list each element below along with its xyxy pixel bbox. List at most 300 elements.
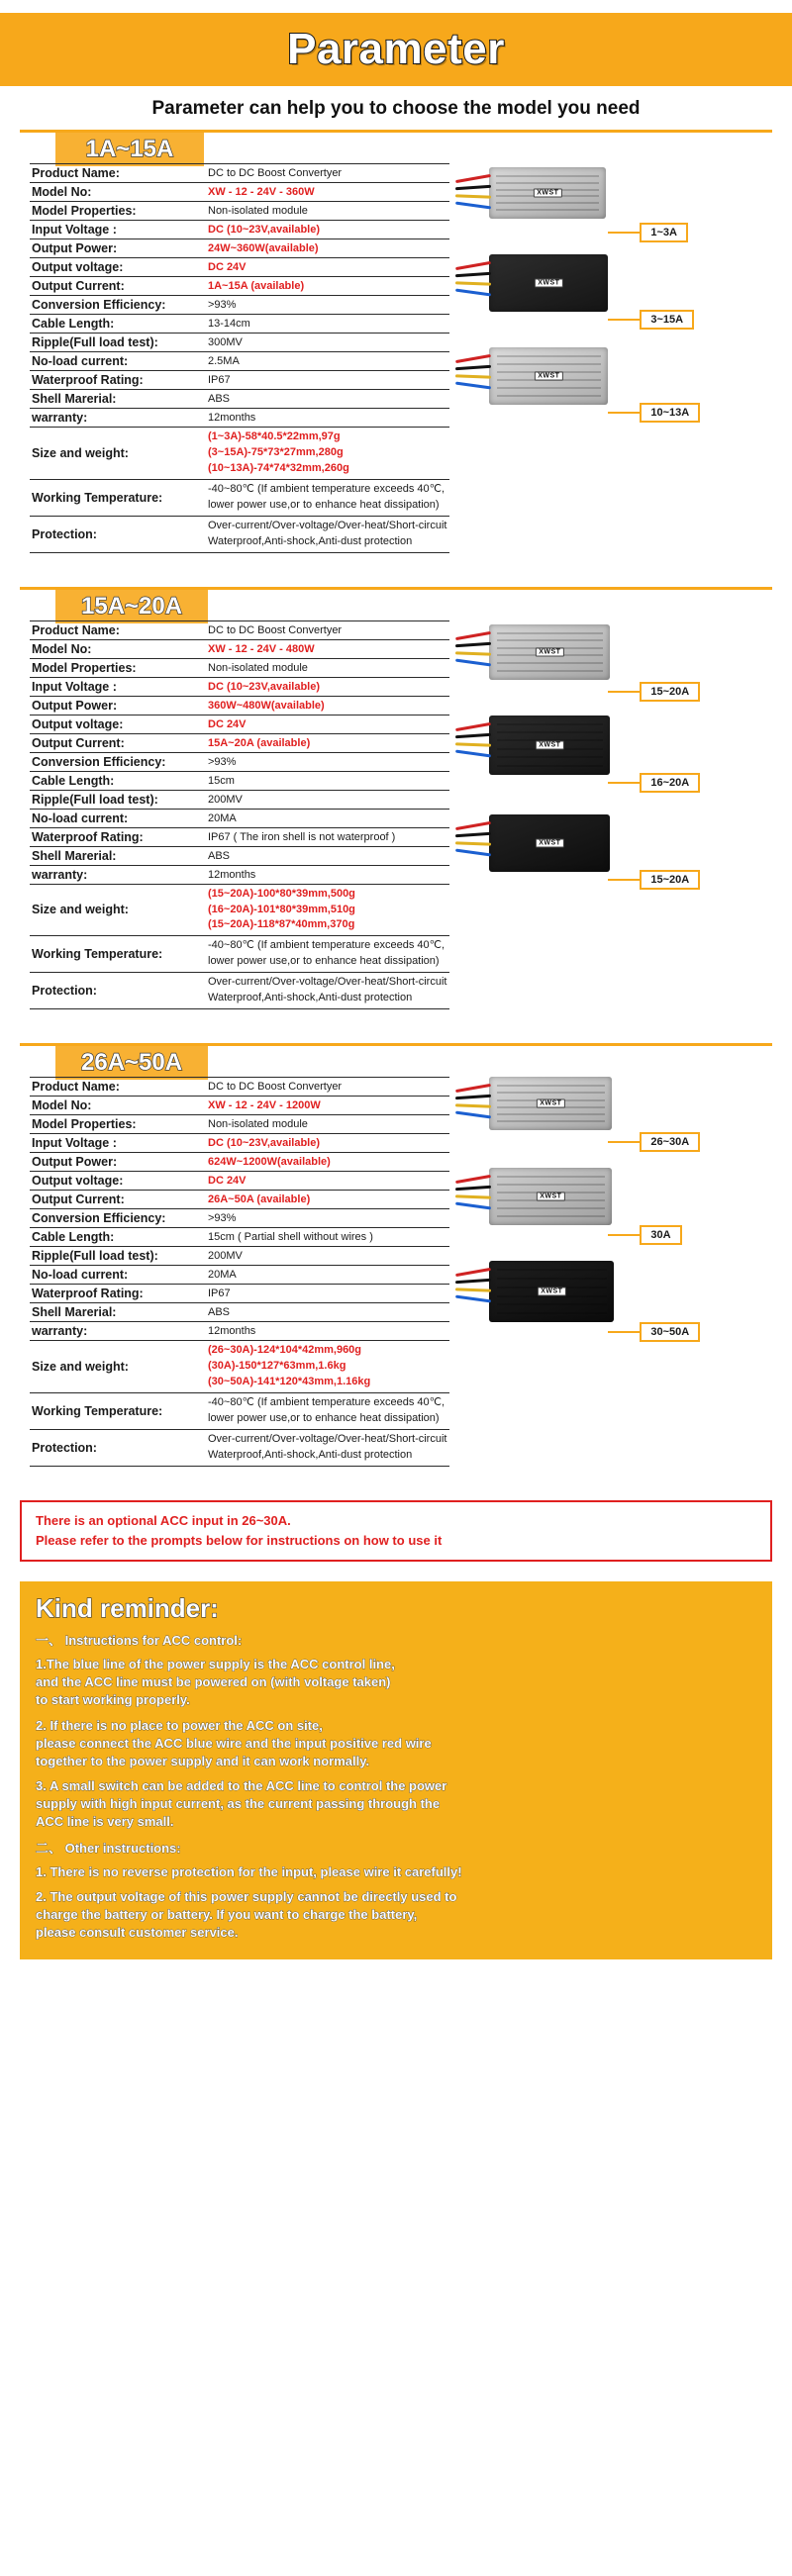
spec-value: 20MA <box>208 1269 237 1282</box>
heatsink-fin <box>497 662 603 664</box>
reminder-item-2-line-1: 2. If there is no place to power the ACC on site, <box>36 1717 323 1733</box>
spec-key: No-load current: <box>32 354 129 368</box>
spec-section-3 <box>20 1043 772 1467</box>
spec-value: 12months <box>208 1325 256 1338</box>
callout-leader-line <box>608 232 642 234</box>
table-row <box>30 677 449 696</box>
table-row <box>30 202 449 221</box>
table-row <box>30 884 449 936</box>
reminder-item-2-line-3: together to the power supply and it can work normally. <box>36 1753 370 1768</box>
spec-key: Input Voltage : <box>32 223 117 237</box>
spec-value-line: (1~3A)-58*40.5*22mm,97g <box>208 430 341 442</box>
photo-callout-label: 15~20A <box>640 682 700 702</box>
spec-value: >93% <box>208 1212 237 1225</box>
table-row <box>30 865 449 884</box>
product-photo-column <box>449 620 772 1010</box>
spec-section-1 <box>20 130 772 553</box>
spec-key: Output Current: <box>32 735 125 750</box>
connector-wire <box>455 185 491 191</box>
heatsink-fin <box>497 1092 605 1094</box>
photo-callout-label: 26~30A <box>640 1132 700 1152</box>
table-row <box>30 1172 449 1191</box>
reminder-item-5-line-1: 2. The output voltage of this power supply cannot be directly used to <box>36 1888 457 1904</box>
spec-value: 624W~1200W(available) <box>208 1156 331 1169</box>
parameter-page <box>0 13 792 1959</box>
table-row <box>30 1247 449 1266</box>
connector-wire <box>455 354 491 363</box>
spec-value: IP67 <box>208 374 231 386</box>
spec-value: 12months <box>208 412 256 424</box>
spec-value <box>206 973 449 1009</box>
spec-value: 20MA <box>208 811 237 824</box>
heatsink-fin <box>497 765 603 767</box>
spec-key: Ripple(Full load test): <box>32 792 158 807</box>
spec-key: Cable Length: <box>32 317 115 331</box>
reminder-item-5-line-2: charge the battery or battery. If you want to charge the battery, <box>36 1907 418 1923</box>
spec-key: Input Voltage : <box>32 1136 117 1151</box>
spec-value: IP67 <box>208 1288 231 1300</box>
spec-value: 2.5MA <box>208 355 240 367</box>
section-tab-1 <box>55 133 204 166</box>
product-photo-column <box>449 163 772 553</box>
connector-wire <box>455 374 491 378</box>
heatsink-fin <box>497 1269 607 1271</box>
heatsink-fin <box>497 723 603 725</box>
table-row <box>30 277 449 296</box>
spec-value <box>206 884 449 936</box>
spec-value-line: lower power use,or to enhance heat dissipation) <box>208 1411 440 1424</box>
connector-wire <box>455 1279 491 1285</box>
connector-wire <box>455 1194 491 1198</box>
connector-wire <box>455 848 491 856</box>
spec-value: IP67 ( The iron shell is not waterproof ) <box>208 830 396 843</box>
spec-value: DC (10~23V,available) <box>208 1137 321 1150</box>
heatsink-fin <box>497 1120 605 1122</box>
table-row <box>30 479 449 516</box>
table-row <box>30 973 449 1009</box>
product-photo <box>489 716 610 775</box>
table-row <box>30 239 449 258</box>
spec-value-line: Over-current/Over-voltage/Over-heat/Short-circuit <box>208 519 447 531</box>
reminder-subheading-1: 一、 Instructions for ACC control: <box>36 1632 243 1648</box>
spec-key: Model No: <box>32 1098 92 1113</box>
connector-wire <box>455 1111 491 1119</box>
spec-key: Conversion Efficiency: <box>32 298 166 312</box>
connector-wire <box>455 281 491 285</box>
spec-value-line: -40~80℃ (If ambient temperature exceeds 40℃, <box>208 1395 446 1408</box>
table-row <box>30 1134 449 1153</box>
callout-leader-line <box>608 782 642 784</box>
connector-wire <box>455 658 491 666</box>
spec-value-line: lower power use,or to enhance heat dissipation) <box>208 498 440 511</box>
table-row <box>30 639 449 658</box>
section-divider-bar <box>20 587 772 620</box>
connector-wire <box>455 1288 491 1291</box>
table-row <box>30 1078 449 1097</box>
table-row <box>30 164 449 183</box>
table-row <box>30 334 449 352</box>
spec-key: Output Current: <box>32 279 125 293</box>
spec-key: Product Name: <box>32 622 120 637</box>
spec-value <box>206 1429 449 1466</box>
spec-key: Conversion Efficiency: <box>32 1211 166 1226</box>
table-row <box>30 516 449 552</box>
heatsink-fin <box>497 395 602 397</box>
acc-notice <box>20 1500 772 1562</box>
table-row <box>30 715 449 733</box>
heatsink-fin <box>497 1085 605 1087</box>
table-row <box>30 315 449 334</box>
table-row <box>30 846 449 865</box>
table-row <box>30 790 449 809</box>
spec-key: Model No: <box>32 185 92 199</box>
table-row <box>30 1191 449 1209</box>
spec-value-line: Over-current/Over-voltage/Over-heat/Short-circuit <box>208 976 447 989</box>
heatsink-fin <box>497 1176 605 1178</box>
heatsink-fin <box>497 1215 605 1217</box>
spec-value: 13-14cm <box>208 318 250 330</box>
table-row <box>30 1153 449 1172</box>
connector-wire <box>455 831 491 837</box>
spec-value: XW - 12 - 24V - 360W <box>208 186 315 198</box>
spec-value: 15A~20A (available) <box>208 736 311 749</box>
spec-value: ABS <box>208 849 231 862</box>
spec-key: Shell Marerial: <box>32 392 117 406</box>
callout-leader-line <box>608 319 642 321</box>
callout-leader-line <box>608 412 642 414</box>
spec-value: >93% <box>208 299 237 311</box>
heatsink-fin <box>497 639 603 641</box>
product-photo <box>489 1168 612 1225</box>
brand-label: XWST <box>537 1193 564 1201</box>
connector-wire <box>455 202 491 210</box>
table-row <box>30 352 449 371</box>
table-row <box>30 696 449 715</box>
table-row <box>30 1392 449 1429</box>
table-row <box>30 390 449 409</box>
spec-value: DC 24V <box>208 261 247 273</box>
photo-callout-label: 30A <box>640 1225 681 1245</box>
heatsink-fin <box>496 209 599 211</box>
spec-value-line: lower power use,or to enhance heat dissipation) <box>208 955 440 968</box>
spec-value: 1A~15A (available) <box>208 280 305 292</box>
spec-value: 24W~360W(available) <box>208 242 319 254</box>
connector-wire <box>455 749 491 757</box>
spec-key: Cable Length: <box>32 1230 115 1245</box>
product-photo <box>489 167 606 219</box>
product-photo <box>489 347 608 405</box>
table-row <box>30 1322 449 1341</box>
table-row <box>30 1285 449 1303</box>
spec-value-line: (15~20A)-118*87*40mm,370g <box>208 918 355 931</box>
spec-key: Product Name: <box>32 1080 120 1095</box>
table-row <box>30 752 449 771</box>
spec-key: Model Properties: <box>32 1117 137 1132</box>
reminder-item-1 <box>36 1656 756 1710</box>
spec-value: 200MV <box>208 1250 243 1263</box>
spec-key: Output Current: <box>32 1193 125 1207</box>
spec-table <box>30 620 449 1010</box>
spec-key: Protection: <box>32 1440 97 1455</box>
spec-key: Shell Marerial: <box>32 848 117 863</box>
section-tab-3 <box>55 1046 208 1080</box>
spec-table <box>30 163 449 553</box>
spec-value-line: -40~80℃ (If ambient temperature exceeds 40℃, <box>208 939 446 952</box>
spec-value: DC 24V <box>208 1175 247 1188</box>
heatsink-fin <box>497 1312 607 1314</box>
photo-callout-label: 16~20A <box>640 773 700 793</box>
reminder-item-3 <box>36 1777 756 1832</box>
connector-wire <box>455 1268 491 1277</box>
table-row <box>30 1429 449 1466</box>
brand-label: XWST <box>537 1099 564 1108</box>
spec-value: 26A~50A (available) <box>208 1193 311 1206</box>
spec-value: DC (10~23V,available) <box>208 680 321 693</box>
table-row <box>30 1097 449 1115</box>
reminder-item-5 <box>36 1888 756 1943</box>
heatsink-fin <box>497 670 603 672</box>
connector-wire <box>455 365 491 371</box>
connector-wire <box>455 820 491 829</box>
kind-reminder-panel <box>20 1581 772 1959</box>
connector-wire <box>455 289 491 297</box>
heatsink-fin <box>496 182 599 184</box>
spec-value-line: (10~13A)-74*74*32mm,260g <box>208 461 349 474</box>
spec-value: DC 24V <box>208 717 247 730</box>
table-row <box>30 1209 449 1228</box>
spec-value: 360W~480W(available) <box>208 699 325 712</box>
reminder-subheading-2: 二、 Other instructions: <box>36 1840 181 1856</box>
product-photo <box>489 624 610 680</box>
spec-key: Model Properties: <box>32 204 137 218</box>
spec-value: DC (10~23V,available) <box>208 224 321 236</box>
spec-key: Output Power: <box>32 1155 118 1170</box>
heatsink-fin <box>497 355 602 357</box>
table-row <box>30 771 449 790</box>
spec-value-line: (30A)-150*127*63mm,1.6kg <box>208 1360 346 1373</box>
spec-value <box>206 428 449 480</box>
heatsink-fin <box>497 1207 605 1209</box>
spec-value <box>206 936 449 973</box>
spec-value: Non-isolated module <box>208 661 308 674</box>
spec-key: Shell Marerial: <box>32 1305 117 1320</box>
spec-value: XW - 12 - 24V - 1200W <box>208 1099 321 1112</box>
spec-table <box>30 1077 449 1467</box>
reminder-item-1-line-2: and the ACC line must be powered on (with voltage taken) <box>36 1674 391 1690</box>
spec-value-line: Over-current/Over-voltage/Over-heat/Short-circuit <box>208 1432 447 1445</box>
heatsink-fin <box>497 1113 605 1115</box>
connector-wire <box>455 641 491 647</box>
spec-value: >93% <box>208 755 237 768</box>
reminder-item-1-line-3: to start working properly. <box>36 1692 190 1708</box>
spec-value: 15cm <box>208 774 235 787</box>
brand-label: XWST <box>535 372 562 381</box>
spec-key: Waterproof Rating: <box>32 373 144 387</box>
callout-leader-line <box>608 1331 642 1333</box>
connector-wire <box>455 721 491 730</box>
spec-key: Cable Length: <box>32 773 115 788</box>
photo-callout-label: 1~3A <box>640 223 688 242</box>
spec-value: XW - 12 - 24V - 480W <box>208 642 315 655</box>
reminder-item-4 <box>36 1863 756 1881</box>
table-row <box>30 371 449 390</box>
spec-value: 12months <box>208 868 256 881</box>
heatsink-fin <box>496 175 599 177</box>
acc-notice-line-1: There is an optional ACC input in 26~30A. <box>36 1512 291 1528</box>
brand-label: XWST <box>535 279 562 288</box>
reminder-item-3-line-1: 3. A small switch can be added to the ACC line to control the power <box>36 1778 447 1794</box>
table-row <box>30 409 449 428</box>
spec-value-line: Waterproof,Anti-shock,Anti-dust protection <box>208 992 413 1004</box>
section-divider-bar <box>20 130 772 163</box>
brand-label: XWST <box>536 838 563 847</box>
spec-value <box>206 516 449 552</box>
photo-callout-label: 30~50A <box>640 1322 700 1342</box>
brand-label: XWST <box>534 189 561 198</box>
spec-key: Product Name: <box>32 166 120 180</box>
callout-leader-line <box>608 691 642 693</box>
connector-wire <box>455 651 491 655</box>
page-subtitle: Parameter can help you to choose the model you need <box>151 98 641 119</box>
callout-leader-line <box>608 879 642 881</box>
table-row <box>30 258 449 277</box>
spec-value: ABS <box>208 1306 231 1319</box>
spec-value-line: (26~30A)-124*104*42mm,960g <box>208 1344 362 1357</box>
brand-label: XWST <box>536 740 563 749</box>
table-row <box>30 428 449 480</box>
page-hero-banner <box>0 13 792 86</box>
spec-section-2 <box>20 587 772 1010</box>
brand-label: XWST <box>536 647 563 656</box>
heatsink-fin <box>497 632 603 634</box>
spec-key: Working Temperature: <box>32 947 163 962</box>
spec-key: No-load current: <box>32 1268 129 1283</box>
product-photo-column <box>449 1077 772 1467</box>
reminder-item-1-line-1: 1.The blue line of the power supply is the ACC control line, <box>36 1656 395 1671</box>
spec-value <box>206 1341 449 1393</box>
callout-leader-line <box>608 1141 642 1143</box>
section-body <box>20 1077 772 1467</box>
connector-wire <box>455 1295 491 1303</box>
spec-value <box>206 1392 449 1429</box>
spec-key: warranty: <box>32 411 88 425</box>
heatsink-fin <box>497 756 603 758</box>
connector-wire <box>455 1202 491 1210</box>
connector-wire <box>455 1095 491 1100</box>
table-row <box>30 1303 449 1322</box>
section-tab-label: 1A~15A <box>85 136 174 162</box>
heatsink-fin <box>496 202 599 204</box>
connector-wire <box>455 1103 491 1107</box>
spec-value: 200MV <box>208 793 243 806</box>
heatsink-fin <box>497 1278 607 1280</box>
section-tab-label: 15A~20A <box>81 592 183 620</box>
table-row <box>30 936 449 973</box>
heatsink-fin <box>497 1184 605 1186</box>
spec-value: DC to DC Boost Convertyer <box>208 623 343 636</box>
heatsink-fin <box>497 731 603 733</box>
kind-reminder-title: Kind reminder: <box>36 1592 219 1623</box>
photo-callout-label: 15~20A <box>640 870 700 890</box>
reminder-item-2 <box>36 1717 756 1771</box>
spec-value <box>206 479 449 516</box>
spec-key: Ripple(Full load test): <box>32 335 158 349</box>
spec-key: Output Power: <box>32 241 118 255</box>
reminder-item-5-line-3: please consult customer service. <box>36 1925 239 1941</box>
connector-wire <box>455 174 491 183</box>
spec-value: DC to DC Boost Convertyer <box>208 167 343 179</box>
spec-value-line: (15~20A)-100*80*39mm,500g <box>208 887 355 900</box>
section-tab-2 <box>55 590 208 623</box>
connector-wire <box>455 261 491 270</box>
table-row <box>30 221 449 239</box>
table-row <box>30 183 449 202</box>
spec-value: Non-isolated module <box>208 205 308 217</box>
section-divider-bar <box>20 1043 772 1077</box>
connector-wire <box>455 841 491 845</box>
connector-wire <box>455 382 491 390</box>
spec-key: Ripple(Full load test): <box>32 1249 158 1264</box>
spec-key: Waterproof Rating: <box>32 1287 144 1301</box>
section-body <box>20 163 772 553</box>
reminder-item-3-line-3: ACC line is very small. <box>36 1814 174 1830</box>
table-row <box>30 733 449 752</box>
photo-callout-label: 3~15A <box>640 310 694 330</box>
connector-wire <box>455 732 491 738</box>
spec-key: Output Power: <box>32 698 118 713</box>
spec-value-line: -40~80℃ (If ambient temperature exceeds 40℃, <box>208 482 446 495</box>
product-photo <box>489 1077 612 1130</box>
connector-wire <box>455 742 491 746</box>
connector-wire <box>455 194 491 198</box>
reminder-item-2-line-2: please connect the ACC blue wire and the input positive red wire <box>36 1735 432 1751</box>
section-tab-label: 26A~50A <box>81 1049 183 1077</box>
table-row <box>30 658 449 677</box>
spec-key: Working Temperature: <box>32 1403 163 1418</box>
acc-notice-line-2: Please refer to the prompts below for instructions on how to use it <box>36 1532 443 1548</box>
spec-key: No-load current: <box>32 811 129 825</box>
table-row <box>30 1115 449 1134</box>
brand-label: XWST <box>538 1288 565 1296</box>
connector-wire <box>455 1084 491 1093</box>
spec-key: Output voltage: <box>32 260 124 274</box>
spec-key: Waterproof Rating: <box>32 829 144 844</box>
page-title: Parameter <box>287 25 505 73</box>
spec-value-line: Waterproof,Anti-shock,Anti-dust protection <box>208 1448 413 1461</box>
callout-leader-line <box>608 1234 642 1236</box>
table-row <box>30 1266 449 1285</box>
connector-wire <box>455 1186 491 1192</box>
spec-value: DC to DC Boost Convertyer <box>208 1081 343 1094</box>
product-photo <box>489 814 610 872</box>
spec-value-line: (30~50A)-141*120*43mm,1.16kg <box>208 1376 371 1387</box>
spec-key: Model No: <box>32 641 92 656</box>
heatsink-fin <box>497 363 602 365</box>
section-body <box>20 620 772 1010</box>
table-row <box>30 296 449 315</box>
connector-wire <box>455 1175 491 1184</box>
spec-value: 15cm ( Partial shell without wires ) <box>208 1231 373 1244</box>
spec-key: Working Temperature: <box>32 490 163 505</box>
spec-key: Input Voltage : <box>32 679 117 694</box>
spec-key: Output voltage: <box>32 716 124 731</box>
product-photo <box>489 254 608 312</box>
photo-callout-label: 10~13A <box>640 403 700 423</box>
spec-value: ABS <box>208 393 231 405</box>
spec-key: warranty: <box>32 867 88 882</box>
product-photo <box>489 1261 614 1322</box>
connector-wire <box>455 630 491 639</box>
